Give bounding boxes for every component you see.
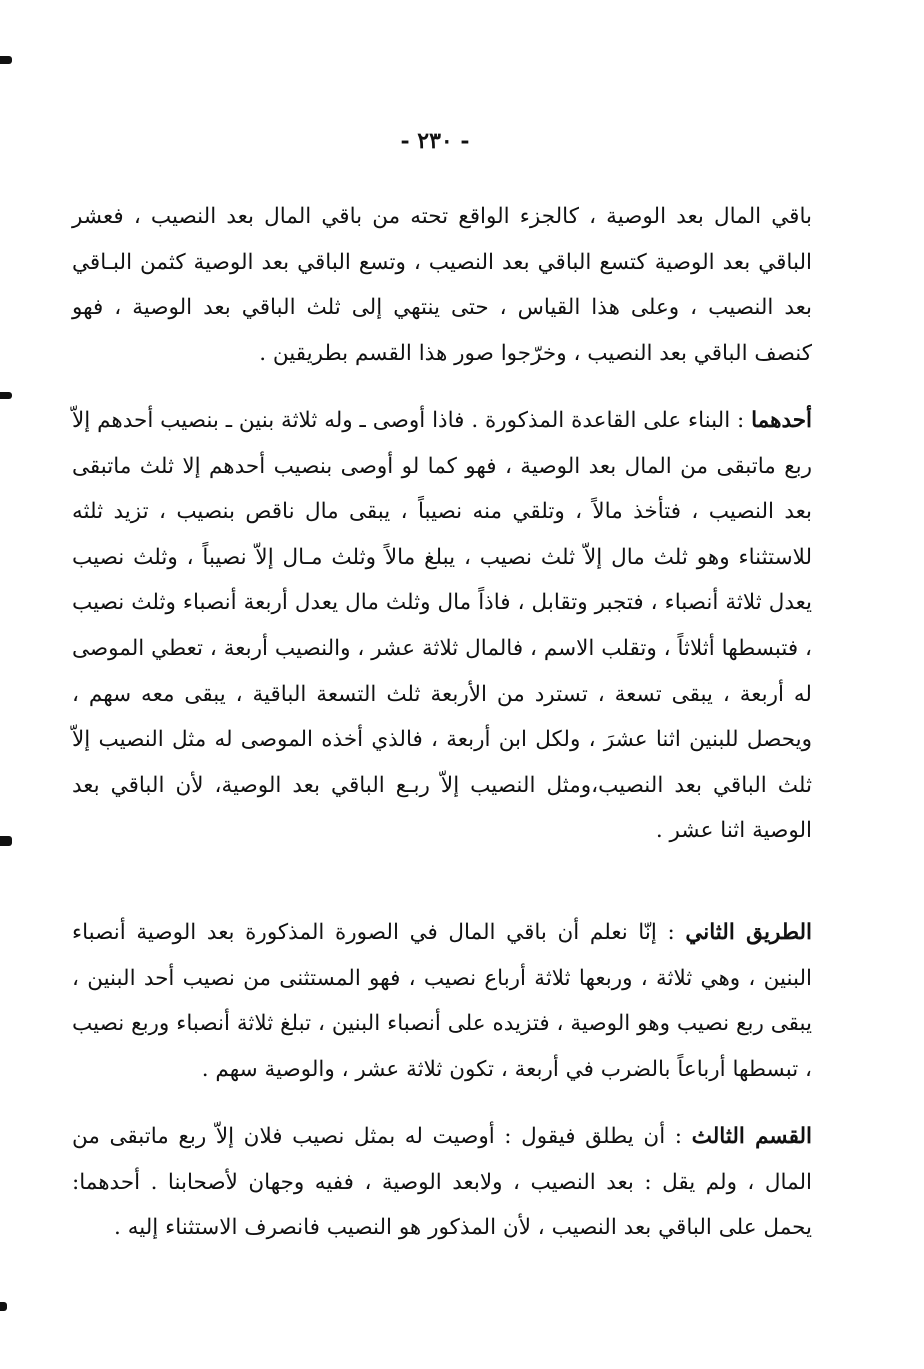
paragraph-third-section <box>72 1114 812 1251</box>
paragraph-text: : أن يطلق فيقول : أوصيت له بمثل نصيب فلان إلاّ ربع ماتبقى من المال ، ولم يقل : بعد النصيب ، ولابعد الوصية ، ففيه وجهان لأصحابنا . أحدهما: يحمل على الباقي بعد النصيب ، لأن المذكور هو النصيب فانصرف الاستثناء إليه . <box>72 1124 812 1241</box>
page-number: - ٢٣٠ - <box>400 128 470 154</box>
paragraph-text: باقي المال بعد الوصية ، كالجزء الواقع تحته من باقي المال بعد النصيب ، فعشر الباقي بعد الوصية كتسع الباقي بعد النصيب ، وتسع الباقي بعد الوصية كثمن البـاقي بعد النصيب ، وعلى هذا القياس ، حتى ينتهي إلى ثلث الباقي بعد الوصية ، فهو كنصف الباقي بعد النصيب ، وخرّجوا صور هذا القسم بطريقين . <box>72 204 812 366</box>
scan-edge-mark <box>0 392 12 399</box>
scan-edge-mark <box>0 836 12 846</box>
paragraph-lead: أحدهما <box>751 408 812 433</box>
paragraph-lead: الطريق الثاني <box>685 920 813 945</box>
paragraph-text: : البناء على القاعدة المذكورة . فاذا أوصى ـ وله ثلاثة بنين ـ بنصيب أحدهم إلاّ ربع ماتبقى من المال بعد الوصية ، فهو كما لو أوصى بنصيب أحدهم إلا ثلث ماتبقى بعد النصيب ، فتأخذ مالاً ، وتلقي منه نصيباً ، يبقى مال ناقص بنصيب ، تزيد ثلثه للاستثناء وهو ثلث مال إلاّ ثلث نصيب ، يبلغ مالاً وثلث مـال إلاّ نصيباً ، وثلث نصيب يعدل ثلاثة أنصباء ، فتجبر وتقابل ، فاذاً مال وثلث مال يعدل أربعة أنصباء وثلث نصيب ، فتبسطها أثلاثاً ، وتقلب الاسم ، فالمال ثلاثة عشر ، والنصيب أربعة ، تعطي الموصى له أربعة ، يبقى تسعة ، تسترد من الأربعة ثلث التسعة الباقية ، يبقى معه سهم ، ويحصل للبنين اثنا عشرَ ، ولكل ابن أربعة ، فالذي أخذه الموصى له مثل النصيب إلاّ ثلث الباقي بعد النصيب،ومثل النصيب إلاّ ربـع الباقي بعد الوصية، لأن الباقي بعد الوصية اثنا عشر . <box>72 408 812 844</box>
paragraph-first-method <box>72 398 812 854</box>
paragraph-continuation <box>72 194 812 376</box>
scan-edge-mark <box>0 1302 7 1311</box>
paragraph-second-method <box>72 910 812 1092</box>
paragraph-lead: القسم الثالث <box>691 1124 812 1149</box>
paragraph-text: : إنّا نعلم أن باقي المال في الصورة المذكورة بعد الوصية أنصباء البنين ، وهي ثلاثة ، وربعها ثلاثة أرباع نصيب ، فهو المستثنى من نصيب أحد البنين ، يبقى ربع نصيب وهو الوصية ، فتزيده على أنصباء البنين ، تبلغ ثلاثة أنصباء وربع نصيب ، تبسطها أرباعاً بالضرب في أربعة ، تكون ثلاثة عشر ، والوصية سهم . <box>72 920 812 1082</box>
scan-edge-mark <box>0 56 12 64</box>
